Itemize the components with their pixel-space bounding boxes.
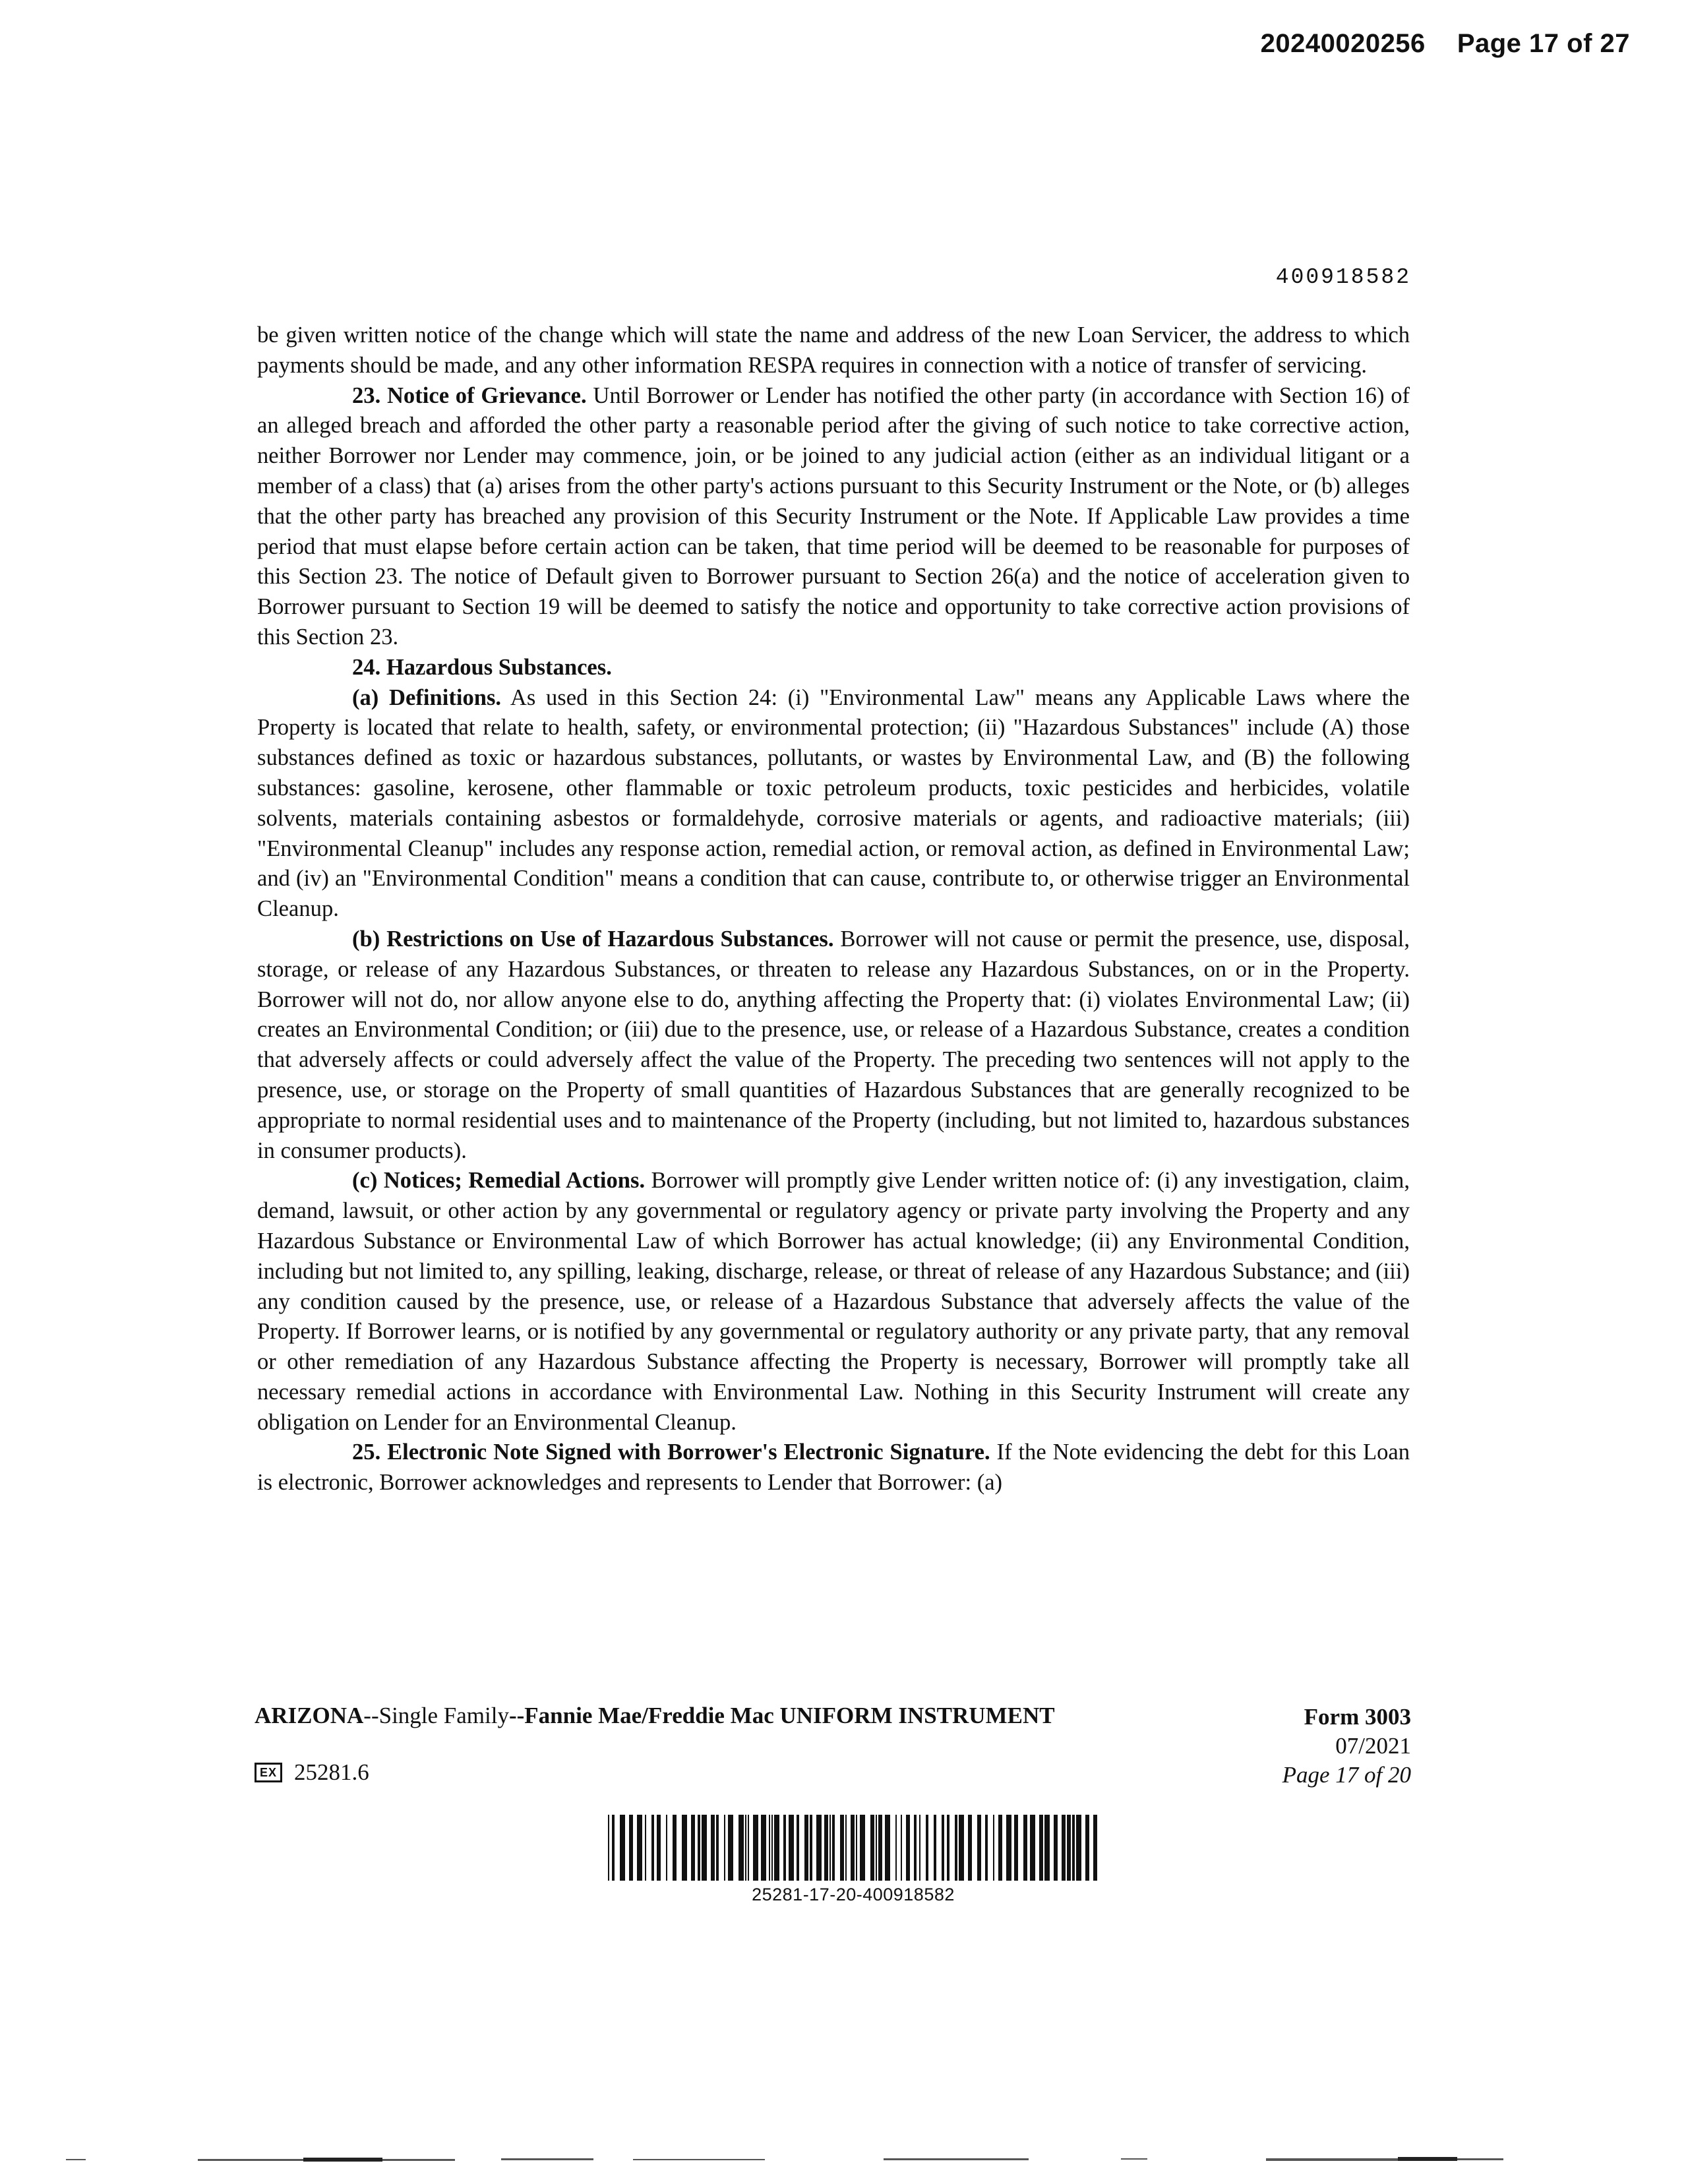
form-date: 07/2021 [1335,1733,1411,1759]
form-state: ARIZONA [255,1703,364,1728]
section-24-hazardous-substances [257,653,1410,683]
section-heading: (c) Notices; Remedial Actions. [352,1168,646,1194]
paragraph-text: As used in this Section 24: (i) "Environmental Law" means any Applicable Laws where the Property is located that relate to health, safety, or environmental protection; (ii) "Hazardous Substances" include (A) those substances defined as toxic or hazardous substances, pollutants, or wastes by Environmental Law, and (B) the following substances: gasoline, kerosene, other flammable or toxic petroleum products, toxic pesticides and herbicides, volatile solvents, materials containing asbestos or formaldehyde, corrosive materials or agents, and radioactive materials; (iii) "Environmental Cleanup" includes any response action, remedial action, or removal action, as defined in Environmental Law; and (iv) an "Environmental Condition" means a condition that can cause, contribute to, or otherwise trigger an Environmental Cleanup. [257,684,1410,922]
vendor-code: 25281.6 [294,1759,369,1785]
section-heading: (a) Definitions. [352,684,502,710]
recording-document-number: 20240020256 [1260,29,1426,58]
section-24a-definitions [257,683,1410,925]
ex-logo-icon: EX [255,1763,282,1782]
barcode-caption: 25281-17-20-400918582 [752,1885,955,1904]
form-page-number: Page 17 of 20 [1282,1762,1411,1788]
paragraph-text: be given written notice of the change which will state the name and address of the new Loan Servicer, the address to which payments should be made, and any other information RESPA requires in connection with a notice of transfer of servicing. [257,322,1410,378]
section-23-notice-of-grievance [257,381,1410,653]
barcode [605,1815,1101,1905]
barcode-graphic [605,1815,1101,1881]
paragraph-text: Until Borrower or Lender has notified the other party (in accordance with Section 16) of an alleged breach and afforded the other party a reasonable period after the giving of such notice to take corrective action, neither Borrower nor Lender may commence, join, or be joined to any judicial action (either as an individual litigant or a member of a class) that (a) arises from the other party's actions pursuant to this Security Instrument or the Note, or (b) alleges that the other party has breached any provision of this Security Instrument or the Note. If Applicable Law provides a time period that must elapse before certain action can be taken, that time period will be deemed to be reasonable for purposes of this Section 23. The notice of Default given to Borrower pursuant to Section 26(a) and the notice of acceleration given to Borrower pursuant to Section 19 will be deemed to satisfy the notice and opportunity to take corrective action provisions of this Section 23. [257,382,1410,650]
section-heading: 25. Electronic Note Signed with Borrower's Electronic Signature. [352,1440,990,1465]
paragraph-text: If the Note evidencing the debt for this Loan is electronic, Borrower acknowledges and represents to Lender that Borrower: (a) [257,1440,1410,1496]
section-25-electronic-note [257,1438,1410,1498]
form-info [1213,1703,1411,1790]
form-instrument: Fannie Mae/Freddie Mac UNIFORM INSTRUMENT [524,1703,1055,1728]
section-24b-restrictions [257,925,1410,1166]
form-separator: -- [508,1703,525,1728]
loan-number: 400918582 [1275,265,1411,289]
vendor-info [255,1759,369,1786]
scan-artifacts [0,2150,1688,2176]
paragraph-text: Borrower will promptly give Lender written notice of: (i) any investigation, claim, demand, lawsuit, or other action by any governmental or regulatory agency or private party involving the Property and any Hazardous Substance or Environmental Law of which Borrower has actual knowledge; (ii) any Environmental Condition, including but not limited to, any spilling, leaking, discharge, release, or threat of release of any Hazardous Substance; and (iii) any condition caused by the presence, use, or release of a Hazardous Substance that adversely affects the value of the Property. If Borrower learns, or is notified by any governmental or regulatory authority or any private party, that any removal or other remediation of any Hazardous Substance affecting the Property is necessary, Borrower will promptly take all necessary remedial actions in accordance with Environmental Law. Nothing in this Security Instrument will create any obligation on Lender for an Environmental Cleanup. [257,1168,1410,1435]
recording-stamp [1261,29,1630,59]
section-heading: (b) Restrictions on Use of Hazardous Substances. [352,926,834,952]
recording-page-label: Page 17 of 27 [1457,29,1630,58]
form-title [255,1703,1055,1729]
document-body [257,320,1410,1498]
form-separator: -- [363,1703,379,1728]
paragraph-continuation [257,320,1410,381]
section-24c-notices [257,1166,1410,1438]
paragraph-text: Borrower will not cause or permit the presence, use, disposal, storage, or release of any Hazardous Substances, or threaten to release any Hazardous Substances, on or in the Property. Borrower will not do, nor allow anyone else to do, anything affecting the Property that: (i) violates Environmental Law; (ii) creates an Environmental Condition; or (iii) due to the presence, use, or release of a Hazardous Substance, creates a condition that adversely affects or could adversely affect the value of the Property. The preceding two sentences will not apply to the presence, use, or storage on the Property of small quantities of Hazardous Substances that are generally recognized to be appropriate to normal residential uses and to maintenance of the Property (including, but not limited to, hazardous substances in consumer products). [257,926,1410,1163]
form-family: Single Family [378,1703,509,1728]
section-heading: 23. Notice of Grievance. [352,382,587,408]
section-heading: 24. Hazardous Substances. [352,654,612,680]
form-number: Form 3003 [1304,1704,1411,1730]
